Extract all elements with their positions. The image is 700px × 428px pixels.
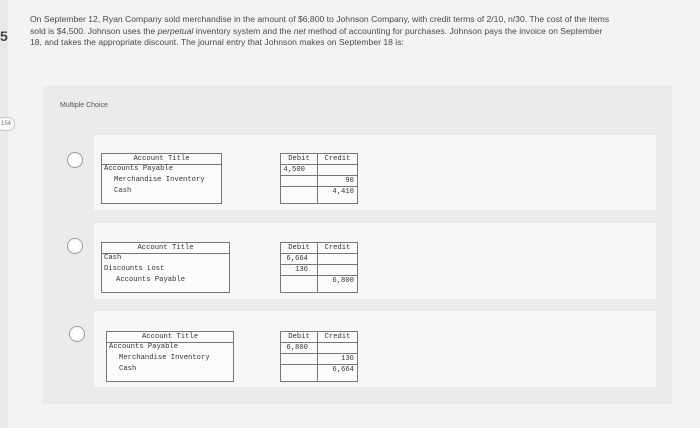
option-3-credit-3: 6,664 bbox=[332, 366, 354, 374]
option-1-card[interactable] bbox=[94, 135, 656, 210]
option-3-account-table bbox=[106, 331, 234, 382]
option-3-radio[interactable] bbox=[69, 326, 85, 342]
question-number-badge[interactable]: 154 bbox=[0, 117, 15, 131]
option-3-account-2: Merchandise Inventory bbox=[119, 354, 210, 362]
option-2-debit-1: 6,664 bbox=[286, 255, 308, 263]
multiple-choice-label: Multiple Choice bbox=[60, 102, 108, 109]
option-1-credit-2: 90 bbox=[345, 177, 354, 185]
step-number: 5 bbox=[0, 28, 8, 44]
option-2-debit-2: 136 bbox=[295, 266, 308, 274]
account-title-header: Account Title bbox=[133, 155, 190, 163]
option-1-account-1: Accounts Payable bbox=[104, 165, 174, 173]
option-2-account-2: Discounts Lost bbox=[104, 265, 165, 273]
debit-header: Debit bbox=[288, 333, 310, 341]
credit-header: Credit bbox=[324, 244, 351, 252]
option-2-credit-3: 6,800 bbox=[332, 277, 354, 285]
debit-header: Debit bbox=[288, 244, 310, 252]
option-2-account-table bbox=[101, 242, 230, 293]
debit-header: Debit bbox=[288, 155, 310, 163]
left-edge bbox=[0, 0, 8, 428]
option-1-amount-table bbox=[280, 153, 358, 204]
option-1-debit-1: 4,500 bbox=[283, 166, 305, 174]
option-2-amount-table bbox=[280, 242, 358, 293]
option-2-card[interactable] bbox=[94, 223, 656, 299]
option-3-credit-2: 136 bbox=[341, 355, 354, 363]
option-1-account-3: Cash bbox=[114, 187, 132, 195]
option-2-radio[interactable] bbox=[67, 238, 83, 254]
account-title-header: Account Title bbox=[141, 333, 199, 341]
question-text bbox=[30, 14, 680, 49]
option-2-account-3: Accounts Payable bbox=[116, 276, 186, 284]
option-3-debit-1: 6,800 bbox=[286, 344, 308, 352]
option-3-amount-table bbox=[280, 331, 358, 382]
option-3-account-1: Accounts Payable bbox=[109, 343, 179, 351]
credit-header: Credit bbox=[324, 333, 351, 341]
account-title-header: Account Title bbox=[137, 244, 194, 252]
question-line-2: sold is $4,500. Johnson uses the perpetual inventory system and the net method of accounting for purchases. Johnson pays the invoice on September bbox=[30, 25, 603, 36]
option-1-account-table bbox=[101, 153, 222, 204]
question-line-3: 18, and takes the appropriate discount. The journal entry that Johnson makes on September 18 is: bbox=[30, 37, 404, 48]
option-2-account-1: Cash bbox=[104, 254, 122, 262]
credit-header: Credit bbox=[324, 155, 351, 163]
question-line-1: On September 12, Ryan Company sold merchandise in the amount of $6,800 to Johnson Company, with credit terms of 2/10, n/30. The cost of the items bbox=[30, 14, 610, 24]
option-1-radio[interactable] bbox=[67, 152, 83, 168]
option-3-account-3: Cash bbox=[119, 365, 137, 373]
option-1-credit-3: 4,410 bbox=[332, 188, 354, 196]
option-3-card[interactable] bbox=[94, 311, 656, 387]
option-1-account-2: Merchandise Inventory bbox=[114, 176, 205, 184]
